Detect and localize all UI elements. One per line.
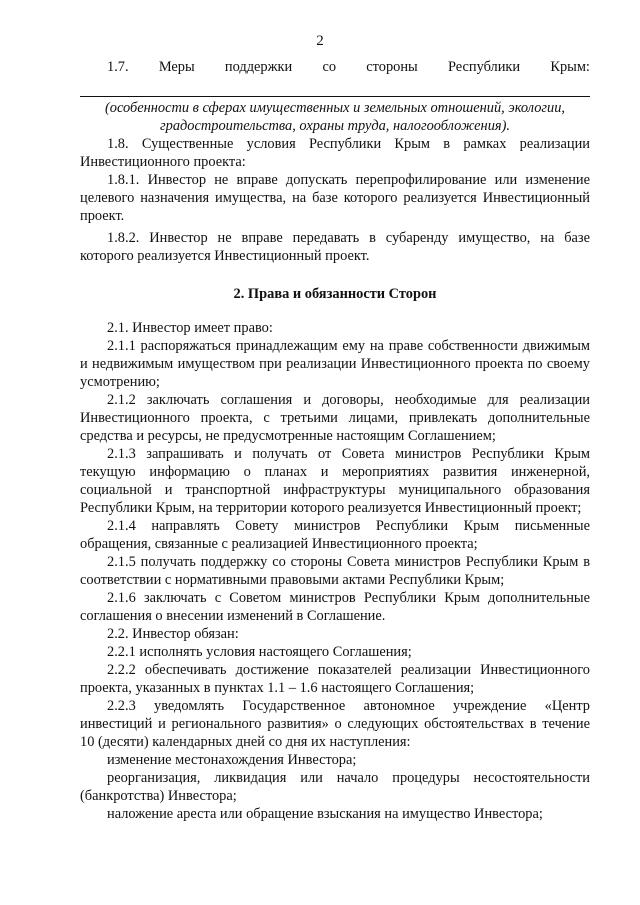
document-body (80, 58, 590, 823)
italic-note: (особенности в сферах имущественных и земельных отношений, экологии, градостроительства, охраны труда, налогообложения). (104, 100, 565, 134)
clause-2-1-2: 2.1.2 заключать соглашения и договоры, необходимые для реализации Инвестиционного проекта, с третьими лицами, привлекать дополнительные средства и ресурсы, не предусмотренные настоящим Соглашением; (80, 392, 590, 444)
clause-2-1-6: 2.1.6 заключать с Советом министров Республики Крым дополнительные соглашения о внесении изменений в Соглашение. (80, 590, 590, 624)
clause-2-2-2: 2.2.2 обеспечивать достижение показателей реализации Инвестиционного проекта, указанных в пунктах 1.1 – 1.6 настоящего Соглашения; (80, 662, 590, 696)
clause-1-7-word: со (322, 59, 337, 75)
clause-1-8-1: 1.8.1. Инвестор не вправе допускать перепрофилирование или изменение целевого назначения имущества, на базе которого реализуется Инвестиционный проект. (80, 172, 590, 224)
section-heading: 2. Права и обязанности Сторон (233, 286, 437, 302)
clause-1-7-word: 1.7. (107, 59, 129, 75)
list-item: наложение ареста или обращение взыскания на имущество Инвестора; (107, 806, 543, 822)
clause-1-7-word: стороны (366, 59, 418, 75)
page-number: 2 (316, 33, 324, 49)
clause-2-2-1: 2.2.1 исполнять условия настоящего Соглашения; (107, 644, 412, 660)
clause-1-7-word: Республики (447, 59, 521, 75)
clause-2-1-5: 2.1.5 получать поддержку со стороны Совета министров Республики Крым в соответствии с нормативными правовыми актами Республики Крым; (80, 554, 590, 588)
list-item: изменение местонахождения Инвестора; (107, 752, 357, 768)
clause-2-1-1: 2.1.1 распоряжаться принадлежащим ему на праве собственности движимым и недвижимым имуществом при реализации Инвестиционного проекта по своему усмотрению; (80, 338, 590, 390)
clause-2-1: 2.1. Инвестор имеет право: (107, 320, 273, 336)
clause-2-1-3: 2.1.3 запрашивать и получать от Совета министров Республики Крым текущую информацию о планах и мероприятиях развития инженерной, социальной и транспортной инфраструктуры муниципального образования Республики Крым, на территории которого реализуется Инвестиционный проект; (80, 446, 590, 516)
list-item: реорганизация, ликвидация или начало процедуры несостоятельности (банкротства) Инвестора; (80, 770, 590, 804)
blank-fill-line (80, 76, 590, 97)
clause-1-7-word: поддержки (224, 59, 293, 75)
clause-1-7-word: Крым: (550, 59, 590, 75)
clause-1-8-2: 1.8.2. Инвестор не вправе передавать в субаренду имущество, на базе которого реализуется Инвестиционный проект. (80, 230, 590, 264)
clause-2-2-3: 2.2.3 уведомлять Государственное автономное учреждение «Центр инвестиций и регионального развития» о следующих обстоятельствах в течение 10 (десяти) календарных дней со дня их наступления: (80, 698, 590, 750)
clause-1-7-word: Меры (158, 59, 195, 75)
clause-1-7 (80, 58, 590, 76)
clause-2-2: 2.2. Инвестор обязан: (107, 626, 239, 642)
clause-1-8: 1.8. Существенные условия Республики Крым в рамках реализации Инвестиционного проекта: (80, 136, 590, 170)
clause-2-1-4: 2.1.4 направлять Совету министров Республики Крым письменные обращения, связанные с реализацией Инвестиционного проекта; (80, 518, 590, 552)
